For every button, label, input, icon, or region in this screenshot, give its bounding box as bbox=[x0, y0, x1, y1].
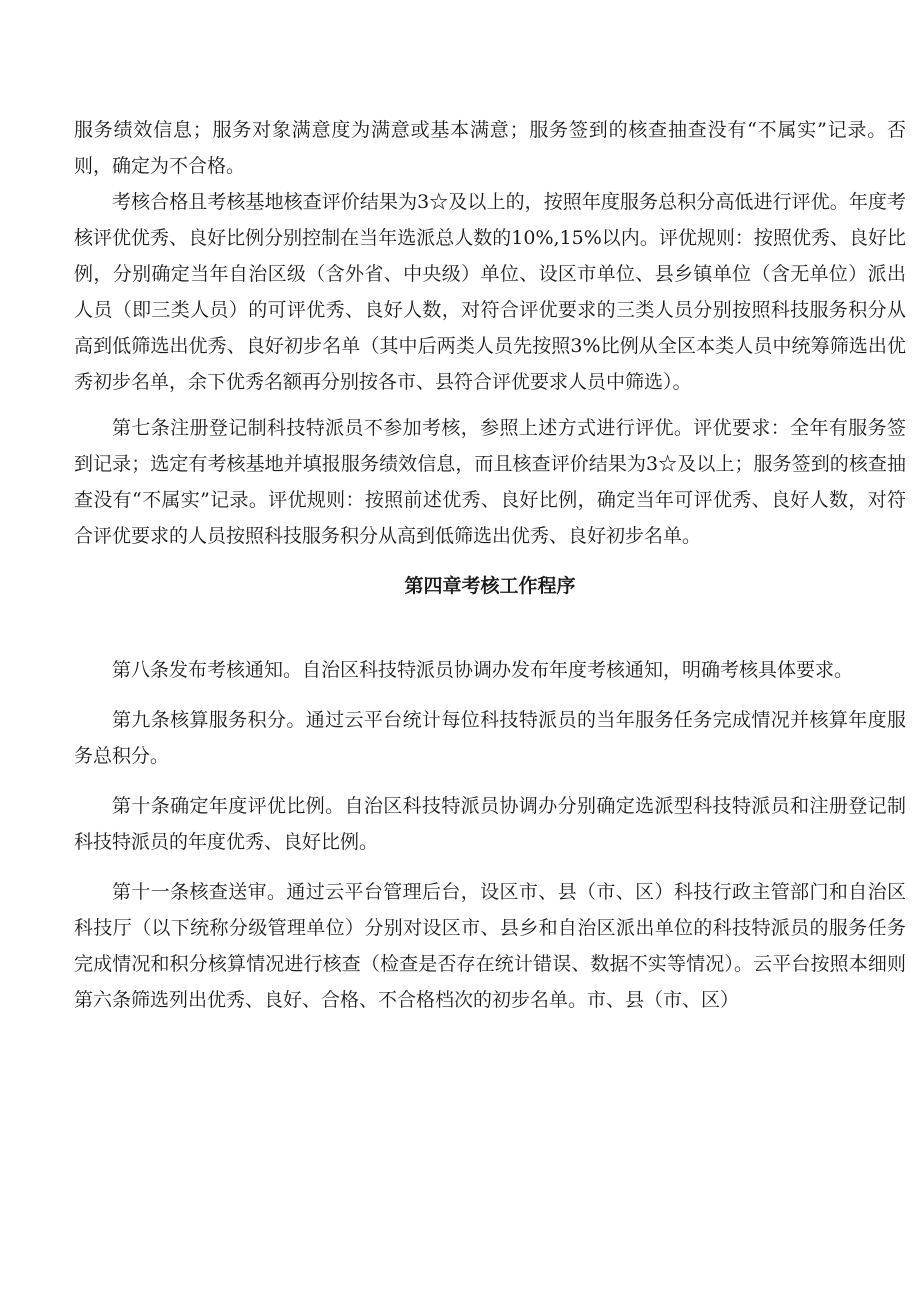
paragraph-article-11: 第十一条核查送审。通过云平台管理后台，设区市、县（市、区）科技行政主管部门和自治区科技厅（以下统称分级管理单位）分别对设区市、县乡和自治区派出单位的科技特派员的服务任务完成情况和积分核算情况进行核查（检查是否存在统计错误、数据不实等情况）。云平台按照本细则第六条筛选列出优秀、良好、合格、不合格档次的初步名单。市、县（市、区） bbox=[74, 881, 906, 1011]
paragraph-article-9: 第九条核算服务积分。通过云平台统计每位科技特派员的当年服务任务完成情况并核算年度服务总积分。 bbox=[74, 709, 906, 767]
paragraph-excellence-rule: 考核合格且考核基地核查评价结果为3☆及以上的，按照年度服务总积分高低进行评优。年度考核评优优秀、良好比例分别控制在当年选派总人数的10%,15%以内。评优规则：按照优秀、良好比例，分别确定当年自治区级（含外省、中央级）单位、设区市单位、县乡镇单位（含无单位）派出人员（即三类人员）的可评优秀、良好人数，对符合评优要求的三类人员分别按照科技服务积分从高到低筛选出优秀、良好初步名单（其中后两类人员先按照3%比例从全区本类人员中统筹筛选出优秀初步名单，余下优秀名额再分别按各市、县符合评优要求人员中筛选）。 bbox=[74, 191, 906, 393]
paragraph-article-7: 第七条注册登记制科技特派员不参加考核，参照上述方式进行评优。评优要求：全年有服务签到记录；选定有考核基地并填报服务绩效信息，而且核查评价结果为3☆及以上；服务签到的核查抽查没有“不属实”记录。评优规则：按照前述优秀、良好比例，确定当年可评优秀、良好人数，对符合评优要求的人员按照科技服务积分从高到低筛选出优秀、良好初步名单。 bbox=[74, 417, 906, 547]
document-page bbox=[74, 112, 906, 1018]
paragraph-continued: 服务绩效信息；服务对象满意度为满意或基本满意；服务签到的核查抽查没有“不属实”记录。否则，确定为不合格。 bbox=[74, 119, 906, 177]
paragraph-article-8: 第八条发布考核通知。自治区科技特派员协调办发布年度考核通知，明确考核具体要求。 bbox=[112, 659, 854, 681]
paragraph-article-10: 第十条确定年度评优比例。自治区科技特派员协调办分别确定选派型科技特派员和注册登记制科技特派员的年度优秀、良好比例。 bbox=[74, 795, 906, 853]
chapter-heading: 第四章考核工作程序 bbox=[404, 575, 576, 597]
